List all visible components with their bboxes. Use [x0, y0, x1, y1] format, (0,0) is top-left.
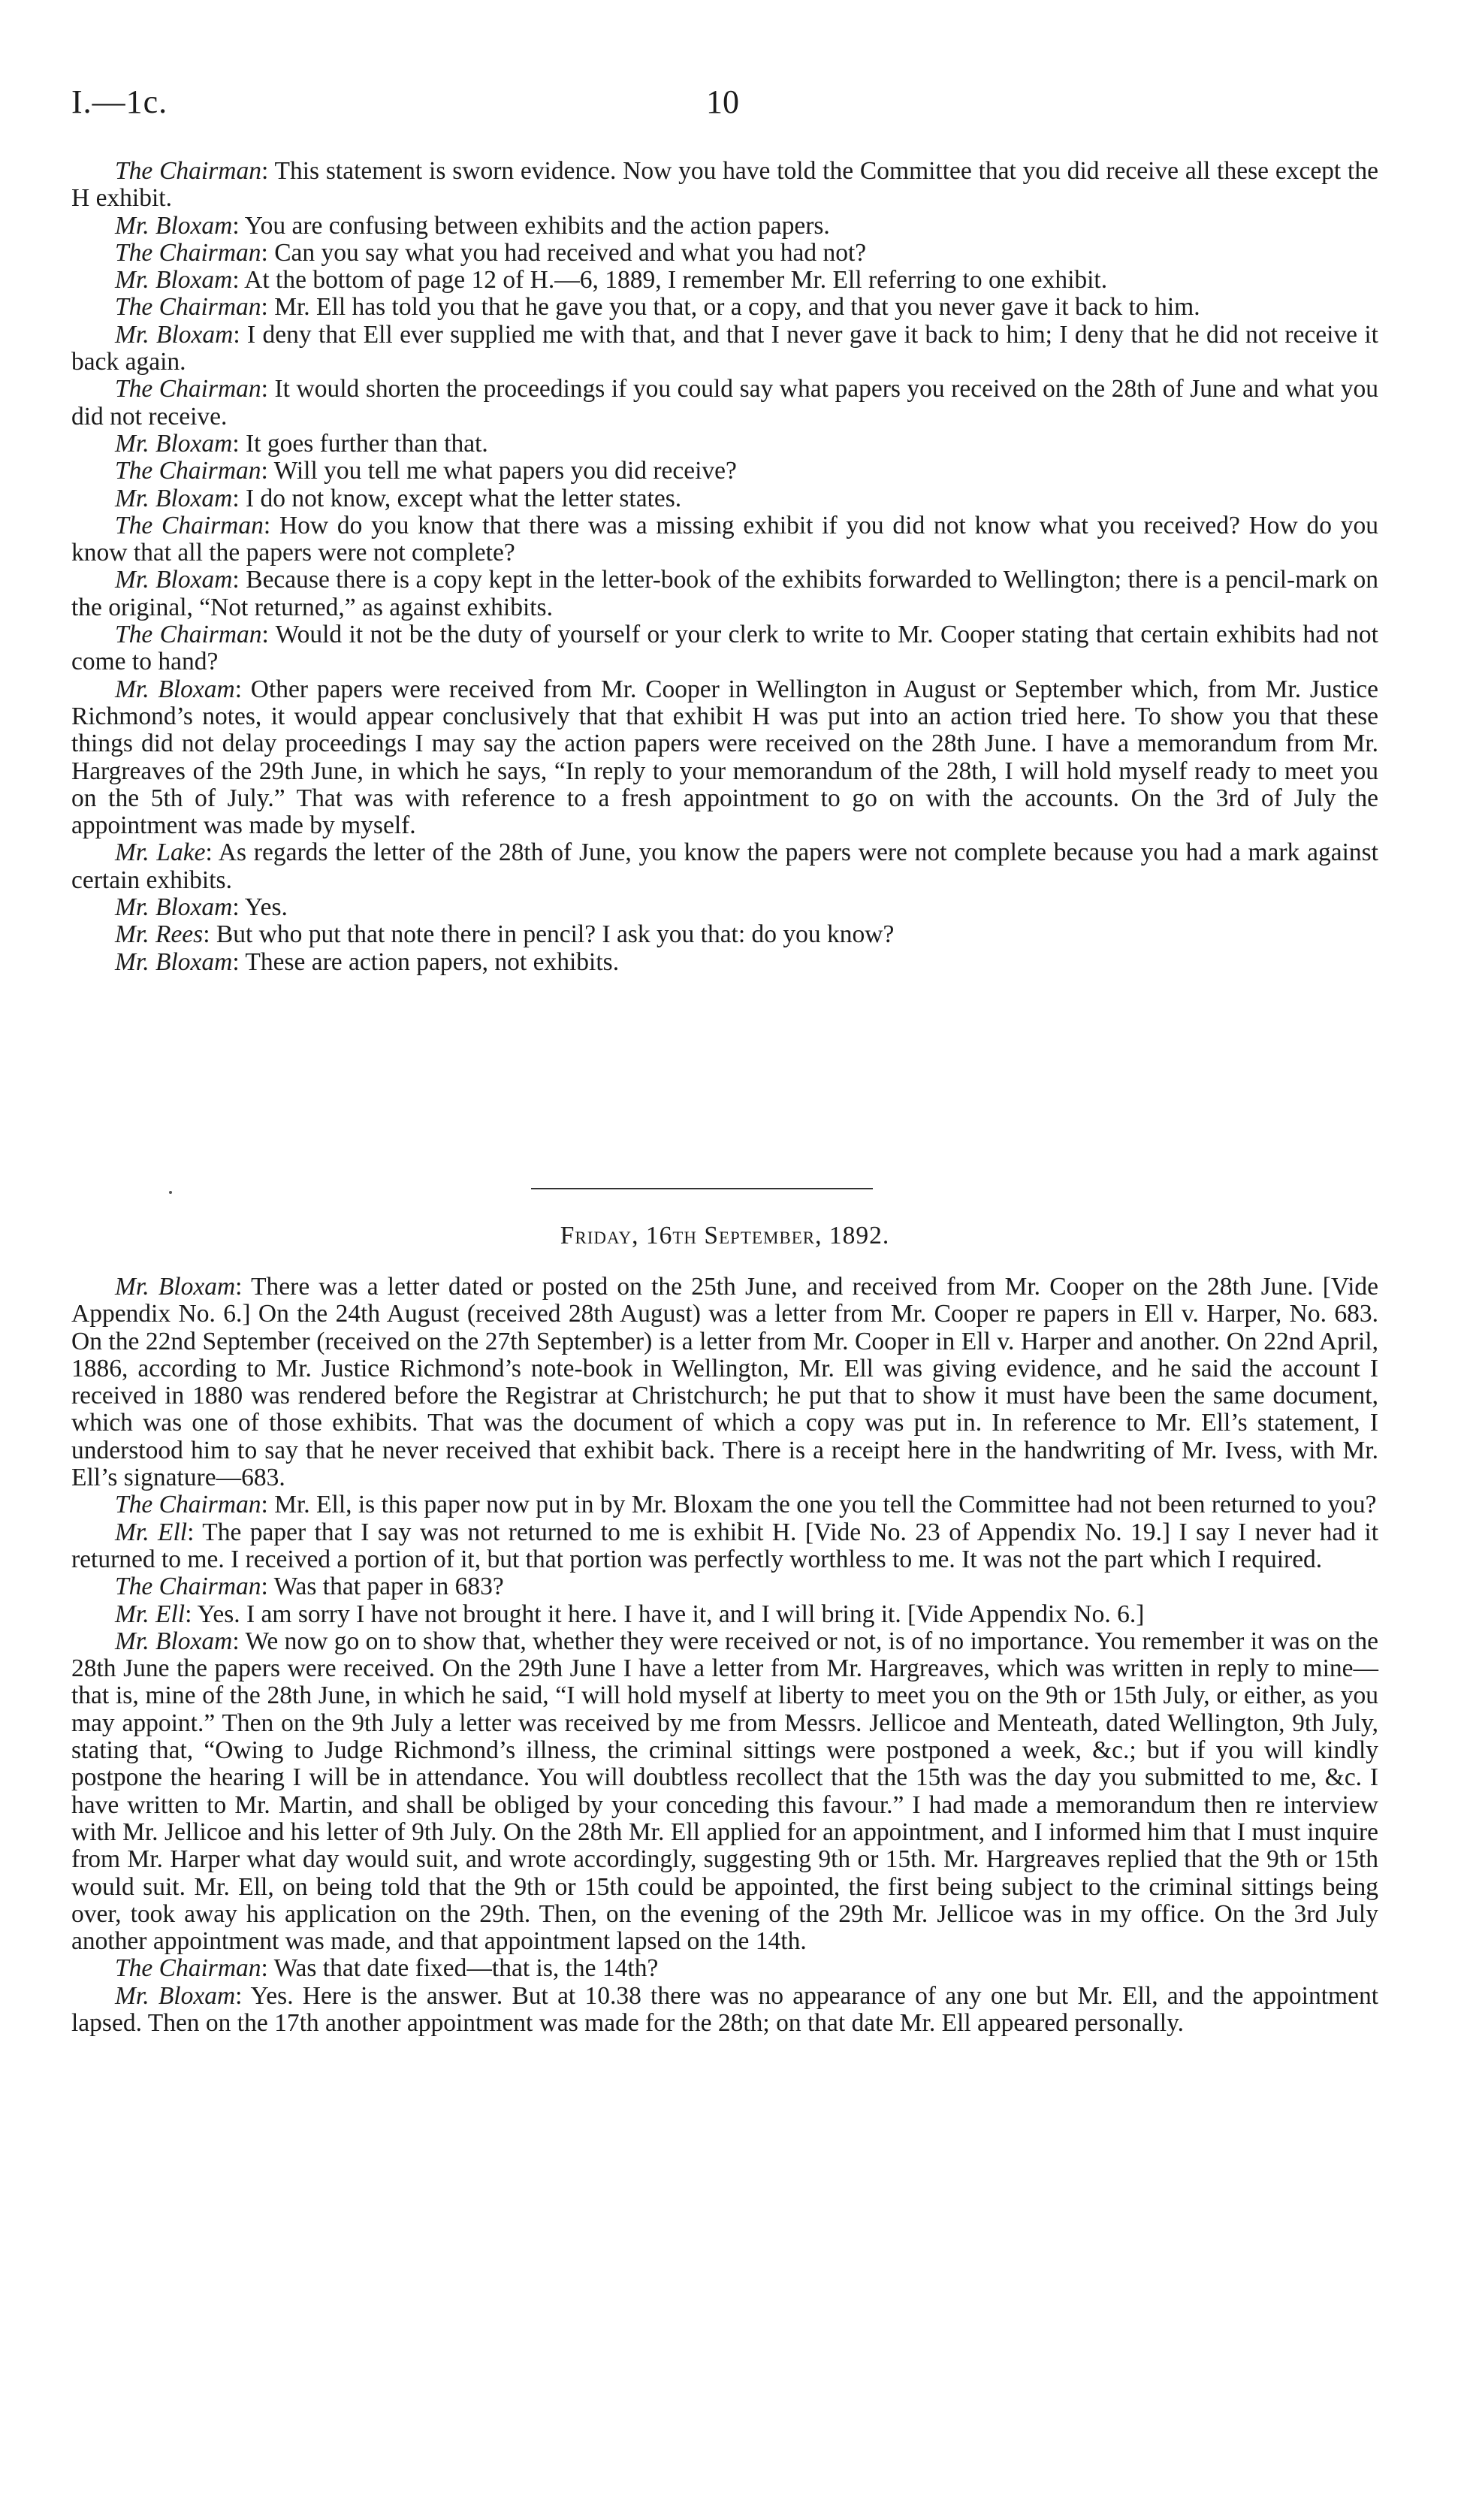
- speaker: The Chairman: [115, 1954, 261, 1983]
- testimony-paragraph: Mr. Lake: As regards the letter of the 28th of June, you know the papers were not complete because you had a mark against certain exhibits.: [71, 838, 1378, 894]
- statement: Other papers were received from Mr. Cooper in Wellington in August or September which, from Mr. Justice Richmond’s notes, it would appear conclusively that that exhibit H was put into an action tried here. To show you that these things did not delay proceedings I may say the action papers were received on the 28th June. I have a memorandum from Mr. Hargreaves of the 29th June, in which he says, “In reply to your memorandum of the 28th, I will hold myself ready to meet you on the 5th of July.” That was with reference to a fresh appointment to go on with the accounts. On the 3rd of July the appointment was made by myself.: [71, 675, 1379, 840]
- statement: As regards the letter of the 28th of June, you know the papers were not complete because you had a mark against certain exhibits.: [71, 838, 1378, 894]
- testimony-paragraph: The Chairman: It would shorten the proceedings if you could say what papers you received on the 28th of June and what you did not receive.: [71, 375, 1378, 431]
- testimony-paragraph: Mr. Bloxam: You are confusing between exhibits and the action papers.: [115, 211, 830, 240]
- statement: It would shorten the proceedings if you could say what papers you received on the 28th of June and what you did not receive.: [71, 375, 1378, 431]
- testimony-paragraph: Mr. Bloxam: I deny that Ell ever supplied me with that, and that I never gave it back to him; I deny that he did not receive it back again.: [71, 320, 1378, 376]
- statement: At the bottom of page 12 of H.—6, 1889, I remember Mr. Ell referring to one exhibit.: [244, 266, 1108, 295]
- speaker: Mr. Bloxam: [115, 893, 233, 922]
- statement: The paper that I say was not returned to me is exhibit H. [Vide No. 23 of Appendix No. 19.] I say I never had it returned to me. I received a portion of it, but that portion was perfectly worthless to me. It was not the part which I required.: [71, 1518, 1379, 1573]
- paper-reference: I.—1c.: [71, 83, 168, 120]
- testimony-paragraph: The Chairman: This statement is sworn evidence. Now you have told the Committee that you did receive all these except the H exhibit.: [71, 157, 1378, 213]
- testimony-paragraph: Mr. Bloxam: We now go on to show that, whether they were received or not, is of no importance. You remember it was on the 28th June the papers were received. On the 29th June I have a letter from Mr. Hargreaves, which was written in reply to mine—that is, mine of the 28th June, in which he said, “I will hold myself at liberty to meet you on the 9th or 15th July, or either, as you may appoint.” Then on the 9th July a letter was received by me from Messrs. Jellicoe and Menteath, dated Wellington, 9th July, stating that, “Owing to Judge Richmond’s illness, the criminal sittings were postponed a week, &c.; but if you will kindly postpone the hearing I will be in attendance. You will doubtless recollect that the 15th was the day you submitted to me, &c. I have written to Mr. Martin, and shall be obliged by your conceding this favour.” I had made a memorandum then re interview with Mr. Jellicoe and his letter of 9th July. On the 28th Mr. Ell applied for an appointment, and I informed him that I must inquire from Mr. Harper what day would suit, and wrote accordingly, suggesting 9th or 15th. Mr. Hargreaves replied that the 9th or 15th would suit. Mr. Ell, on being told that the 9th or 15th could be appointed, the first being subject to the criminal sittings being over, took away his application on the 29th. Then, on the evening of the 29th Mr. Jellicoe was in my office. On the 3rd July another appointment was made, and that appointment lapsed on the 14th.: [71, 1627, 1379, 1956]
- speaker: Mr. Lake: [115, 838, 206, 867]
- speaker: The Chairman: [115, 1491, 261, 1519]
- testimony-paragraph: The Chairman: Would it not be the duty of yourself or your clerk to write to Mr. Cooper stating that certain exhibits had not come to hand?: [71, 621, 1378, 676]
- speaker: Mr. Bloxam: [115, 484, 233, 512]
- statement: Yes. I am sorry I have not brought it here. I have it, and I will bring it. [Vide Appendix No. 6.]: [197, 1600, 1145, 1628]
- statement: Mr. Ell has told you that he gave you that, or a copy, and that you never gave it back to him.: [274, 293, 1200, 322]
- statement: You are confusing between exhibits and the action papers.: [244, 211, 830, 240]
- testimony-paragraph: Mr. Rees: But who put that note there in pencil? I ask you that: do you know?: [115, 920, 895, 949]
- speaker: Mr. Rees: [115, 920, 204, 949]
- statement: Can you say what you had received and what you had not?: [274, 238, 867, 267]
- speaker: Mr. Bloxam: [115, 566, 233, 594]
- statement: Was that paper in 683?: [273, 1573, 504, 1601]
- speaker: The Chairman: [115, 375, 261, 403]
- statement: Will you tell me what papers you did receive?: [273, 457, 737, 485]
- page-number: 10: [706, 83, 739, 120]
- testimony-paragraph: The Chairman: Was that date fixed—that is, the 14th?: [115, 1954, 659, 1983]
- statement: I deny that Ell ever supplied me with that, and that I never gave it back to him; I deny that he did not receive it back again.: [71, 320, 1378, 376]
- speaker: Mr. Bloxam: [115, 266, 233, 295]
- date-heading: Friday, 16th September, 1892.: [560, 1222, 890, 1249]
- speaker: The Chairman: [115, 157, 261, 185]
- testimony-paragraph: Mr. Bloxam: These are action papers, not exhibits.: [115, 947, 620, 976]
- statement: But who put that note there in pencil? I ask you that: do you know?: [216, 920, 895, 949]
- statement: Yes.: [244, 893, 288, 922]
- speaker: Mr. Bloxam: [115, 947, 233, 976]
- evidence-section-2: [71, 1274, 1378, 2037]
- speaker: Mr. Ell: [115, 1600, 186, 1628]
- speaker: Mr. Bloxam: [115, 320, 234, 349]
- testimony-paragraph: Mr. Bloxam: There was a letter dated or posted on the 25th June, and received from Mr. Cooper on the 28th June. [Vide Appendix No. 6.] On the 24th August (received 28th August) was a letter from Mr. Cooper re papers in Ell v. Harper, No. 683. On the 22nd September (received on the 27th September) is a letter from Mr. Cooper in Ell v. Harper and another. On 22nd April, 1886, according to Mr. Justice Richmond’s note-book in Wellington, Mr. Ell was giving evidence, and he said the account I received in 1880 was rendered before the Registrar at Christchurch; he put that to show it must have been the same document, which was one of those exhibits. That was the document of which a copy was put in. In reference to Mr. Ell’s statement, I understood him to say that he never received that exhibit back. There is a receipt here in the handwriting of Mr. Ivess, with Mr. Ell’s signature—683.: [71, 1273, 1378, 1492]
- statement: These are action papers, not exhibits.: [245, 947, 620, 976]
- speaker: The Chairman: [115, 238, 261, 267]
- stray-mark: [169, 1191, 172, 1194]
- testimony-paragraph: Mr. Bloxam: Other papers were received from Mr. Cooper in Wellington in August or September which, from Mr. Justice Richmond’s notes, it would appear conclusively that that exhibit H was put into an action tried here. To show you that these things did not delay proceedings I may say the action papers were received on the 28th June. I have a memorandum from Mr. Hargreaves of the 29th June, in which he says, “In reply to your memorandum of the 28th, I will hold myself ready to meet you on the 5th of July.” That was with reference to a fresh appointment to go on with the accounts. On the 3rd of July the appointment was made by myself.: [71, 675, 1379, 840]
- testimony-paragraph: The Chairman: Mr. Ell, is this paper now put in by Mr. Bloxam the one you tell the Committee had not been returned to you?: [115, 1491, 1377, 1519]
- speaker: The Chairman: [115, 511, 264, 539]
- speaker: Mr. Bloxam: [115, 429, 233, 458]
- statement: Was that date fixed—that is, the 14th?: [273, 1954, 659, 1983]
- testimony-paragraph: Mr. Bloxam: Because there is a copy kept in the letter-book of the exhibits forwarded to Wellington; there is a pencil-mark on the original, “Not returned,” as against exhibits.: [71, 566, 1379, 621]
- statement: This statement is sworn evidence. Now you have told the Committee that you did receive all these except the H exhibit.: [71, 157, 1378, 213]
- testimony-paragraph: The Chairman: Mr. Ell has told you that he gave you that, or a copy, and that you never gave it back to him.: [115, 293, 1200, 322]
- testimony-paragraph: The Chairman: How do you know that there was a missing exhibit if you did not know what you received? How do you know that all the papers were not complete?: [71, 511, 1378, 567]
- testimony-paragraph: The Chairman: Will you tell me what papers you did receive?: [115, 457, 737, 485]
- speaker: The Chairman: [115, 293, 261, 322]
- statement: It goes further than that.: [246, 429, 488, 458]
- statement: Would it not be the duty of yourself or your clerk to write to Mr. Cooper stating that certain exhibits had not come to hand?: [71, 621, 1378, 676]
- evidence-section-1: [71, 158, 1378, 976]
- statement: There was a letter dated or posted on the 25th June, and received from Mr. Cooper on the 28th June. [Vide Appendix No. 6.] On the 24th August (received 28th August) was a letter from Mr. Cooper re papers in Ell v. Harper, No. 683. On the 22nd September (received on the 27th September) is a letter from Mr. Cooper in Ell v. Harper and another. On 22nd April, 1886, according to Mr. Justice Richmond’s note-book in Wellington, Mr. Ell was giving evidence, and he said the account I received in 1880 was rendered before the Registrar at Christchurch; he put that to show it must have been the same document, which was one of those exhibits. That was the document of which a copy was put in. In reference to Mr. Ell’s statement, I understood him to say that he never received that exhibit back. There is a receipt here in the handwriting of Mr. Ivess, with Mr. Ell’s signature—683.: [71, 1273, 1378, 1492]
- speaker: The Chairman: [115, 621, 262, 649]
- speaker: Mr. Bloxam: [115, 211, 233, 240]
- statement: Because there is a copy kept in the letter-book of the exhibits forwarded to Wellington; there is a pencil-mark on the original, “Not returned,” as against exhibits.: [71, 566, 1379, 621]
- speaker: The Chairman: [115, 1573, 261, 1601]
- speaker: Mr. Bloxam: [115, 1627, 233, 1655]
- testimony-paragraph: Mr. Bloxam: At the bottom of page 12 of H.—6, 1889, I remember Mr. Ell referring to one exhibit.: [115, 266, 1108, 295]
- testimony-paragraph: Mr. Bloxam: I do not know, except what the letter states.: [115, 484, 682, 512]
- page-header: [71, 83, 1378, 128]
- speaker: The Chairman: [115, 457, 261, 485]
- speaker: Mr. Bloxam: [115, 1273, 236, 1301]
- testimony-paragraph: Mr. Bloxam: It goes further than that.: [115, 429, 488, 458]
- testimony-paragraph: Mr. Bloxam: Yes.: [115, 893, 288, 922]
- testimony-paragraph: Mr. Ell: Yes. I am sorry I have not brought it here. I have it, and I will bring it. [Vide Appendix No. 6.]: [115, 1600, 1145, 1628]
- speaker: Mr. Bloxam: [115, 675, 235, 703]
- speaker: Mr. Bloxam: [115, 1981, 236, 2010]
- statement: How do you know that there was a missing exhibit if you did not know what you received? How do you know that all the papers were not complete?: [71, 511, 1378, 567]
- statement: Mr. Ell, is this paper now put in by Mr. Bloxam the one you tell the Committee had not been returned to you?: [274, 1491, 1377, 1519]
- statement: We now go on to show that, whether they were received or not, is of no importance. You remember it was on the 28th June the papers were received. On the 29th June I have a letter from Mr. Hargreaves, which was written in reply to mine—that is, mine of the 28th June, in which he said, “I will hold myself at liberty to meet you on the 9th or 15th July, or either, as you may appoint.” Then on the 9th July a letter was received by me from Messrs. Jellicoe and Menteath, dated Wellington, 9th July, stating that, “Owing to Judge Richmond’s illness, the criminal sittings were postponed a week, &c.; but if you will kindly postpone the hearing I will be in attendance. You will doubtless recollect that the 15th was the day you submitted to me, &c. I have written to Mr. Martin, and shall be obliged by your conceding this favour.” I had made a memorandum then re interview with Mr. Jellicoe and his letter of 9th July. On the 28th Mr. Ell applied for an appointment, and I informed him that I must inquire from Mr. Harper what day would suit, and wrote accordingly, suggesting 9th or 15th. Mr. Hargreaves replied that the 9th or 15th would suit. Mr. Ell, on being told that the 9th or 15th could be appointed, the first being subject to the criminal sittings being over, took away his application on the 29th. Then, on the evening of the 29th Mr. Jellicoe was in my office. On the 3rd July another appointment was made, and that appointment lapsed on the 14th.: [71, 1627, 1379, 1956]
- testimony-paragraph: The Chairman: Can you say what you had received and what you had not?: [115, 238, 867, 267]
- testimony-paragraph: The Chairman: Was that paper in 683?: [115, 1573, 504, 1601]
- speaker: Mr. Ell: [115, 1518, 188, 1546]
- testimony-paragraph: Mr. Bloxam: Yes. Here is the answer. But at 10.38 there was no appearance of any one but Mr. Ell, and the appointment lapsed. Then on the 17th another appointment was made for the 28th; on that date Mr. Ell appeared personally.: [71, 1981, 1379, 2038]
- testimony-paragraph: Mr. Ell: The paper that I say was not returned to me is exhibit H. [Vide No. 23 of Appendix No. 19.] I say I never had it returned to me. I received a portion of it, but that portion was perfectly worthless to me. It was not the part which I required.: [71, 1518, 1379, 1573]
- document-page: [71, 0, 1378, 2520]
- section-divider: [531, 1188, 873, 1189]
- statement: Yes. Here is the answer. But at 10.38 there was no appearance of any one but Mr. Ell, and the appointment lapsed. Then on the 17th another appointment was made for the 28th; on that date Mr. Ell appeared personally.: [71, 1981, 1379, 2038]
- statement: I do not know, except what the letter states.: [246, 484, 682, 512]
